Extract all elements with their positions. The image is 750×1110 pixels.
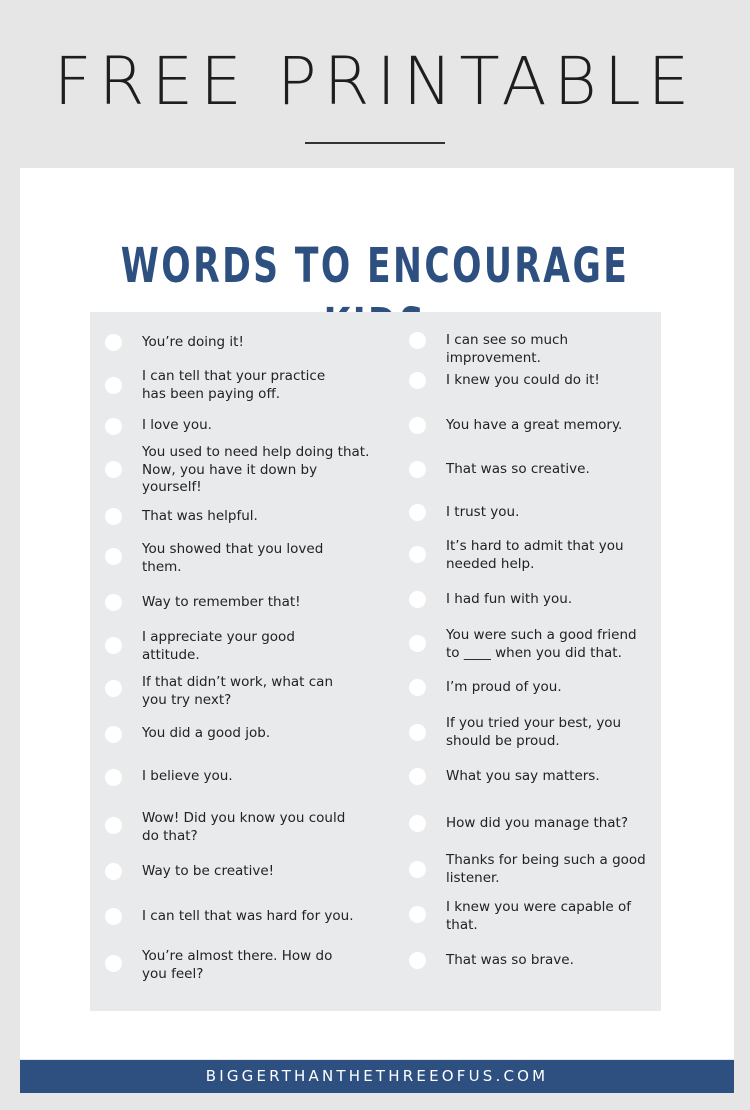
phrase-text: If you tried your best, you should be proud. xyxy=(446,715,622,749)
bullet-circle-icon xyxy=(409,461,426,478)
phrase-text: You’re doing it! xyxy=(142,334,244,350)
phrase-text: You did a good job. xyxy=(142,725,271,741)
bullet-circle-icon xyxy=(105,377,122,394)
header-divider xyxy=(305,142,445,144)
bullet-circle-icon xyxy=(409,372,426,389)
bullet-circle-icon xyxy=(409,952,426,969)
bullet-circle-icon xyxy=(105,508,122,525)
bullet-circle-icon xyxy=(409,635,426,652)
bullet-circle-icon xyxy=(409,546,426,563)
phrase-text: I appreciate your good attitude. xyxy=(142,629,295,663)
phrase-text: How did you manage that? xyxy=(446,815,629,831)
phrase-text: I believe you. xyxy=(142,768,233,784)
phrase-text: That was so creative. xyxy=(446,461,590,477)
phrase-text: You used to need help doing that. Now, you have it down by yourself! xyxy=(142,444,370,495)
phrase-text: I’m proud of you. xyxy=(446,679,562,695)
bullet-circle-icon xyxy=(409,591,426,608)
phrase-text: Thanks for being such a good listener. xyxy=(446,852,646,886)
bullet-circle-icon xyxy=(105,594,122,611)
phrase-text: You showed that you loved them. xyxy=(142,541,324,575)
bullet-circle-icon xyxy=(105,955,122,972)
bullet-circle-icon xyxy=(409,815,426,832)
phrase-text: I trust you. xyxy=(446,504,520,520)
phrase-text: That was so brave. xyxy=(446,952,574,968)
bullet-circle-icon xyxy=(409,679,426,696)
phrase-text: I can tell that your practice has been paying off. xyxy=(142,368,326,402)
phrase-text: I knew you were capable of that. xyxy=(446,899,632,933)
phrase-text: I love you. xyxy=(142,417,212,433)
phrase-text: Way to be creative! xyxy=(142,863,275,879)
bullet-circle-icon xyxy=(105,548,122,565)
bullet-circle-icon xyxy=(105,769,122,786)
phrase-text: What you say matters. xyxy=(446,768,600,784)
phrase-text: I knew you could do it! xyxy=(446,372,600,388)
bullet-circle-icon xyxy=(409,768,426,785)
bullet-circle-icon xyxy=(409,906,426,923)
footer-website: BIGGERTHANTHETHREEOFUS.COM xyxy=(205,1067,549,1085)
bullet-circle-icon xyxy=(105,334,122,351)
bullet-circle-icon xyxy=(105,680,122,697)
page-title: FREE PRINTABLE xyxy=(53,43,697,120)
bullet-circle-icon xyxy=(409,861,426,878)
phrase-text: Way to remember that! xyxy=(142,594,301,610)
bullet-circle-icon xyxy=(409,724,426,741)
phrase-text: I can see so much improvement. xyxy=(446,332,569,366)
bullet-circle-icon xyxy=(409,417,426,434)
bullet-circle-icon xyxy=(105,637,122,654)
bullet-circle-icon xyxy=(409,332,426,349)
bullet-circle-icon xyxy=(105,418,122,435)
phrase-text: That was helpful. xyxy=(142,508,258,524)
bullet-circle-icon xyxy=(105,726,122,743)
bullet-circle-icon xyxy=(409,504,426,521)
phrase-text: You’re almost there. How do you feel? xyxy=(142,948,333,982)
phrase-text: If that didn’t work, what can you try next? xyxy=(142,674,334,708)
phrase-text: It’s hard to admit that you needed help. xyxy=(446,538,624,572)
phrase-text: Wow! Did you know you could do that? xyxy=(142,810,346,844)
phrase-text: You were such a good friend to ____ when you did that. xyxy=(446,627,637,661)
phrase-text: I can tell that was hard for you. xyxy=(142,908,354,924)
bullet-circle-icon xyxy=(105,817,122,834)
card-title: WORDS TO ENCOURAGE xyxy=(120,238,630,294)
phrase-text: I had fun with you. xyxy=(446,591,573,607)
bullet-circle-icon xyxy=(105,908,122,925)
bullet-circle-icon xyxy=(105,461,122,478)
bullet-circle-icon xyxy=(105,863,122,880)
footer-bar xyxy=(20,1060,734,1093)
phrase-text: You have a great memory. xyxy=(446,417,623,433)
